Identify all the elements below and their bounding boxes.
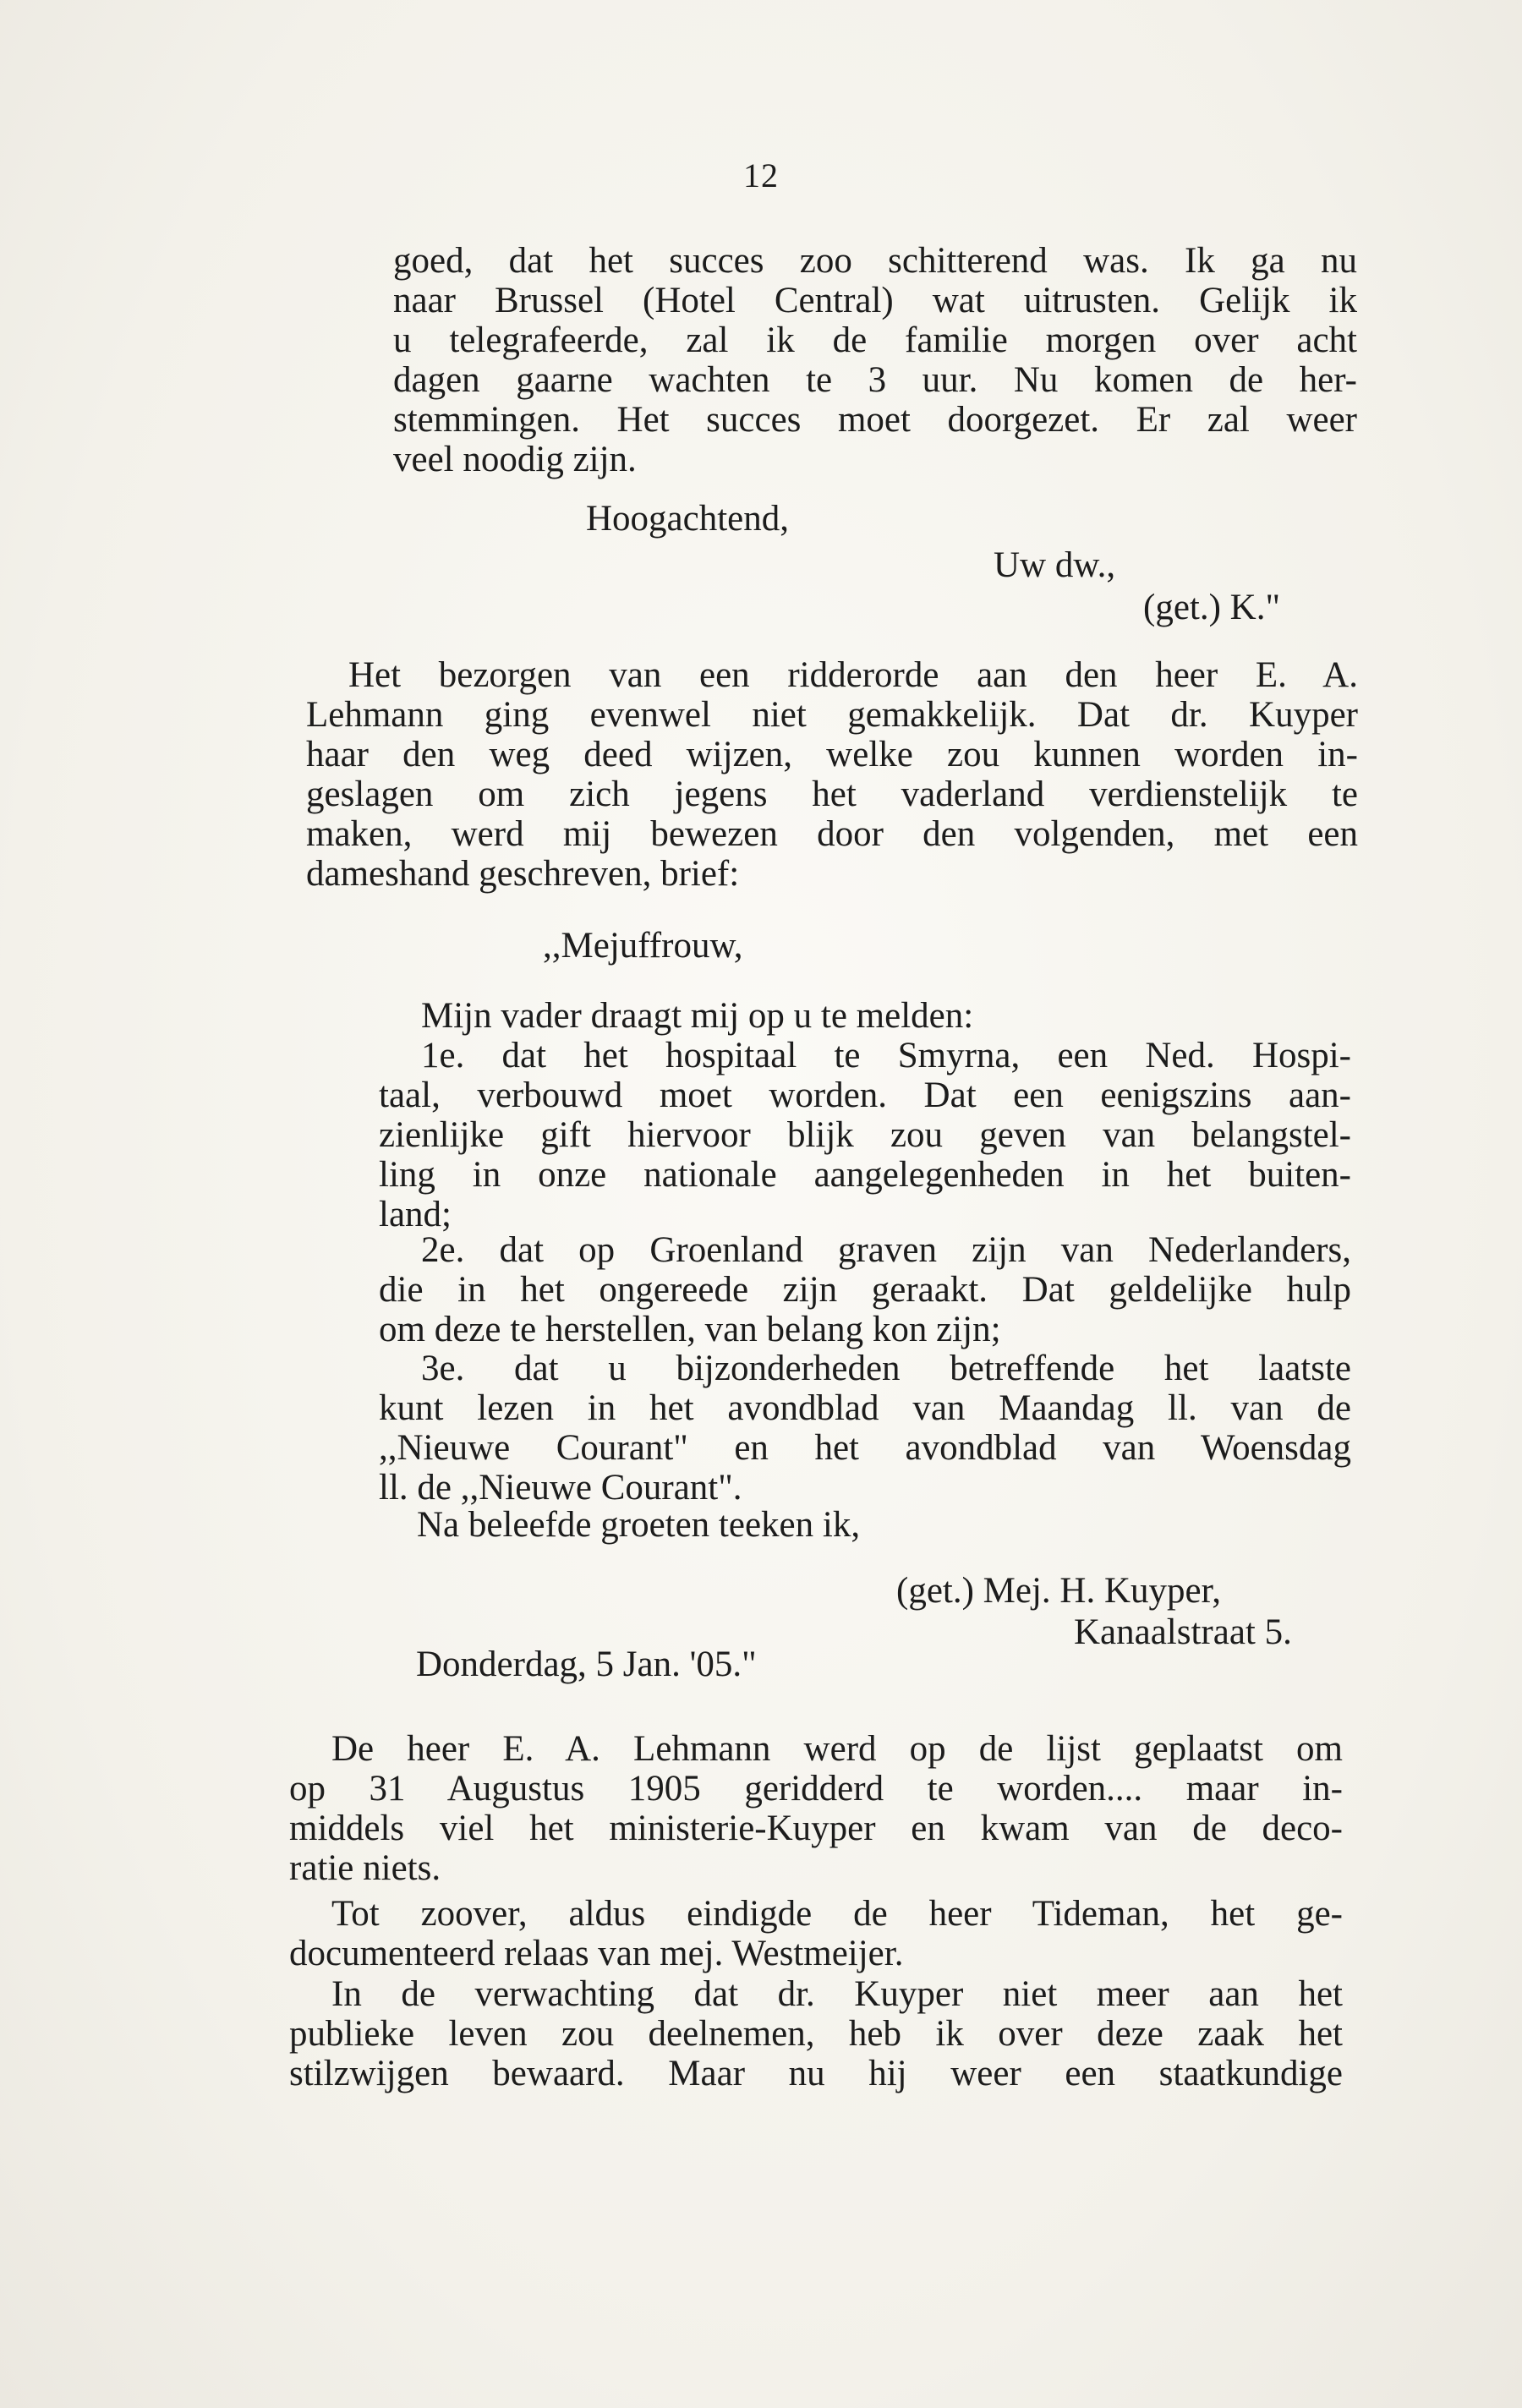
text-line: op 31 Augustus 1905 geridderd te worden.... maar in- — [289, 1769, 1343, 1809]
paragraph-ridderorde — [306, 655, 1358, 894]
text-line: ,,Nieuwe Courant" en het avondblad van Woensdag — [379, 1428, 1351, 1468]
text-line: De heer E. A. Lehmann werd op de lijst geplaatst om — [331, 1729, 1343, 1769]
letter-2-greeting: ,,Mejuffrouw, — [543, 926, 743, 966]
text-line: zienlijke gift hiervoor blijk zou geven van belangstel- — [379, 1115, 1351, 1155]
text-line: Het bezorgen van een ridderorde aan den heer E. A. — [348, 655, 1358, 695]
text-line: stemmingen. Het succes moet doorgezet. Er zal weer — [393, 400, 1357, 440]
text-line: u telegrafeerde, zal ik de familie morgen over acht — [393, 320, 1357, 360]
letter-1-signature: (get.) K." — [1143, 588, 1281, 627]
letter-2-signature: (get.) Mej. H. Kuyper, — [896, 1571, 1221, 1611]
paragraph-tideman — [289, 1894, 1343, 1973]
text-line: 1e. dat het hospitaal te Smyrna, een Ned. Hospi- — [421, 1036, 1351, 1075]
letter-2-item-1 — [379, 1036, 1351, 1234]
text-line: ling in onze nationale aangelegenheden in het buiten- — [379, 1155, 1351, 1195]
letter-1-salutation: Hoogachtend, — [586, 499, 790, 539]
text-line: stilzwijgen bewaard. Maar nu hij weer een staatkundige — [289, 2054, 1343, 2093]
text-line: geslagen om zich jegens het vaderland verdienstelijk te — [306, 774, 1358, 814]
text-line: Lehmann ging evenwel niet gemakkelijk. Dat dr. Kuyper — [306, 695, 1358, 735]
text-line: 2e. dat op Groenland graven zijn van Nederlanders, — [421, 1230, 1351, 1270]
letter-2-date: Donderdag, 5 Jan. '05." — [416, 1645, 757, 1684]
text-line: goed, dat het succes zoo schitterend was. Ik ga nu — [393, 241, 1357, 281]
text-line: middels viel het ministerie-Kuyper en kwam van de deco- — [289, 1809, 1343, 1848]
letter-2-intro: Mijn vader draagt mij op u te melden: — [421, 996, 974, 1036]
letter-1-body — [393, 241, 1357, 479]
text-line: veel noodig zijn. — [393, 440, 637, 479]
text-line: 3e. dat u bijzonderheden betreffende het laatste — [421, 1349, 1351, 1388]
text-line: ll. de ,,Nieuwe Courant". — [379, 1468, 742, 1508]
text-line: In de verwachting dat dr. Kuyper niet meer aan het — [331, 1974, 1343, 2014]
text-line: maken, werd mij bewezen door den volgenden, met een — [306, 814, 1358, 854]
paragraph-kuyper — [289, 1974, 1343, 2093]
letter-2-item-2 — [379, 1230, 1351, 1349]
page-number: 12 — [743, 156, 779, 194]
text-line: ratie niets. — [289, 1848, 441, 1888]
text-line: haar den weg deed wijzen, welke zou kunnen worden in- — [306, 735, 1358, 774]
text-line: kunt lezen in het avondblad van Maandag ll. van de — [379, 1388, 1351, 1428]
paragraph-lehmann — [289, 1729, 1343, 1888]
text-line: land; — [379, 1195, 452, 1234]
letter-2-address: Kanaalstraat 5. — [1074, 1612, 1292, 1652]
text-line: dameshand geschreven, brief: — [306, 854, 740, 894]
text-line: publieke leven zou deelnemen, heb ik over deze zaak het — [289, 2014, 1343, 2054]
text-line: die in het ongereede zijn geraakt. Dat geldelijke hulp — [379, 1270, 1351, 1310]
text-line: om deze te herstellen, van belang kon zijn; — [379, 1310, 1001, 1349]
letter-2-closing: Na beleefde groeten teeken ik, — [417, 1505, 861, 1545]
letter-1-closing: Uw dw., — [994, 545, 1116, 585]
text-line: dagen gaarne wachten te 3 uur. Nu komen de her- — [393, 360, 1357, 400]
text-line: taal, verbouwd moet worden. Dat een eenigszins aan- — [379, 1075, 1351, 1115]
text-line: documenteerd relaas van mej. Westmeijer. — [289, 1934, 904, 1973]
letter-2-item-3 — [379, 1349, 1351, 1508]
text-line: naar Brussel (Hotel Central) wat uitrusten. Gelijk ik — [393, 281, 1357, 320]
text-line: Tot zoover, aldus eindigde de heer Tideman, het ge- — [331, 1894, 1343, 1934]
